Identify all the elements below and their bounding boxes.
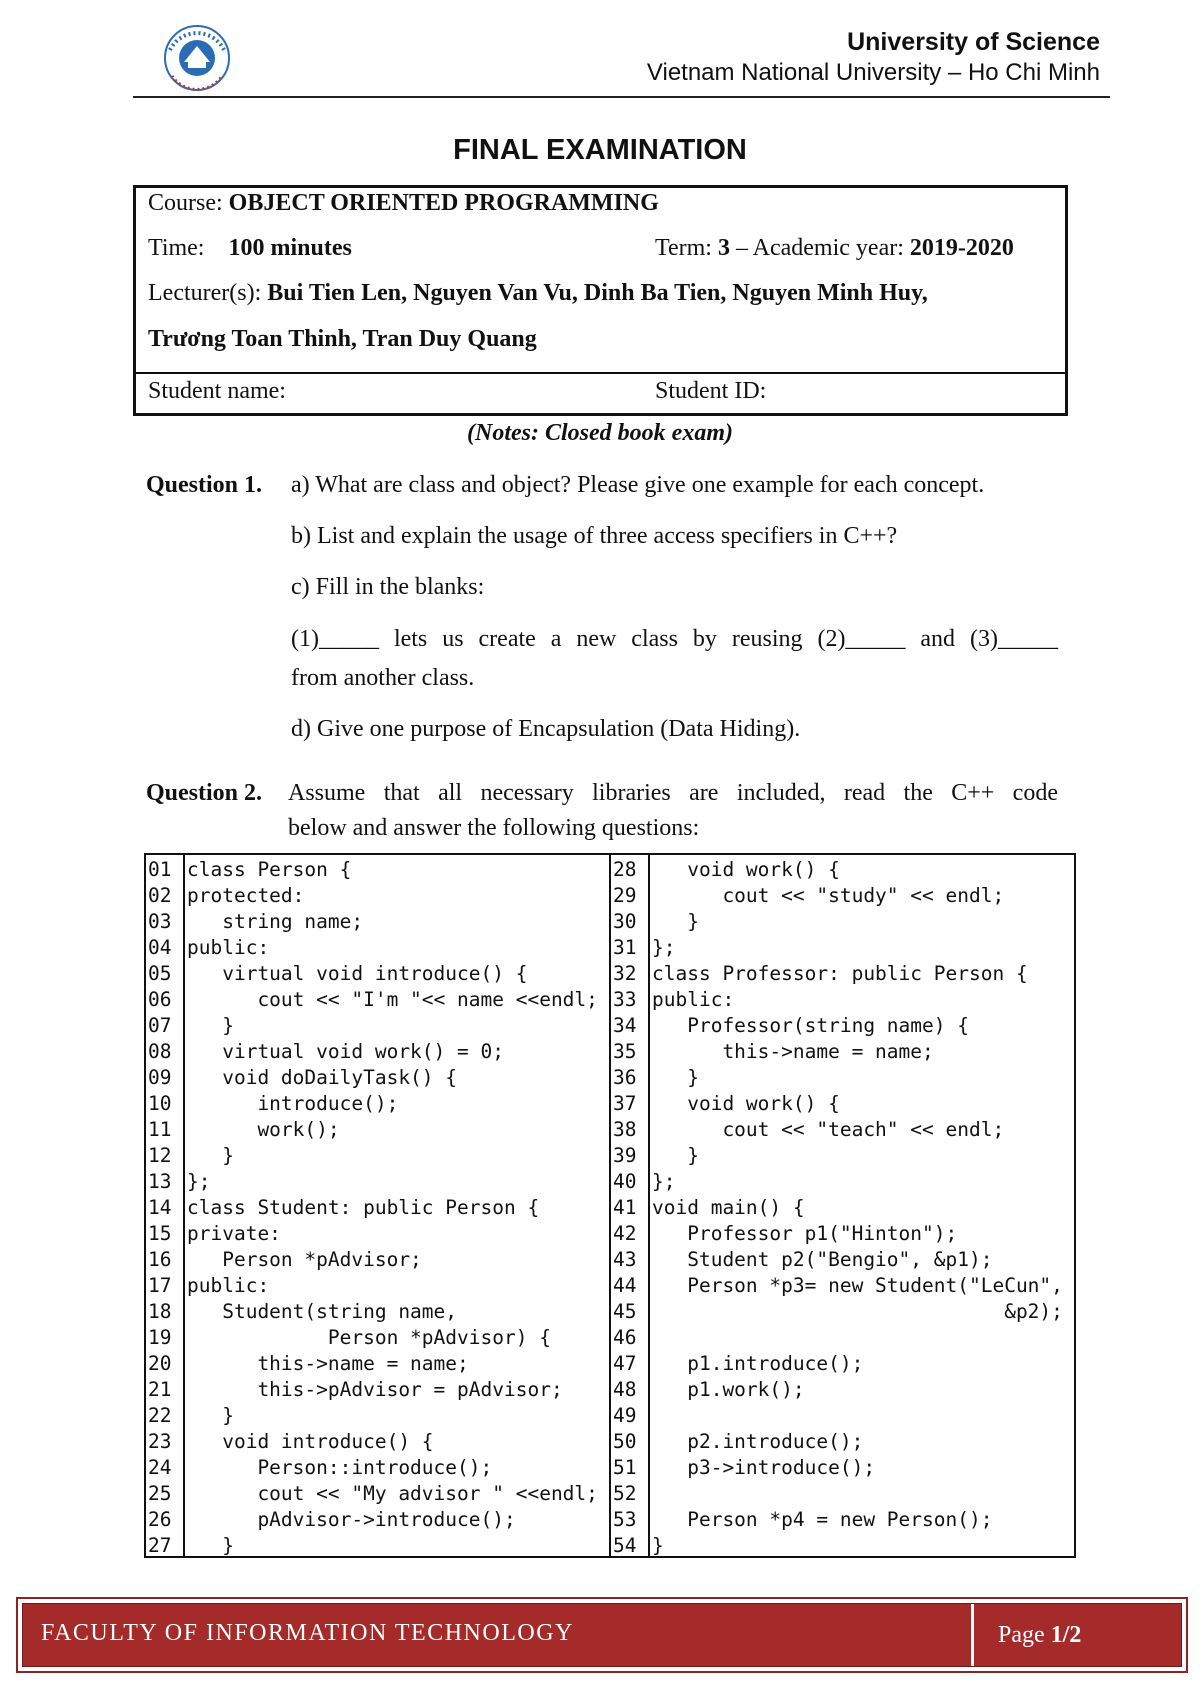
code-line-text: protected:: [187, 884, 305, 907]
code-line-text: Person *pAdvisor) {: [187, 1326, 551, 1349]
code-line-text: work();: [187, 1118, 340, 1141]
code-line-text: }: [187, 1404, 234, 1427]
code-line-text: &p2);: [652, 1300, 1063, 1323]
code-line-text: public:: [652, 988, 735, 1011]
question-1c-blanks: (1)_____ lets us create a new class by reusing (2)_____ and (3)_____: [291, 626, 1058, 652]
code-line-number: 52: [613, 1482, 637, 1505]
code-line-text: Person *p4 = new Person();: [652, 1508, 993, 1531]
code-line-number: 24: [148, 1456, 172, 1479]
code-line-number: 38: [613, 1118, 637, 1141]
course-name: OBJECT ORIENTED PROGRAMMING: [228, 190, 659, 216]
code-line-text: Person *pAdvisor;: [187, 1248, 422, 1271]
code-line-number: 17: [148, 1274, 172, 1297]
code-line-number: 33: [613, 988, 637, 1011]
code-line-text: virtual void introduce() {: [187, 962, 528, 985]
info-divider: [136, 372, 1065, 374]
code-line-number: 08: [148, 1040, 172, 1063]
code-listing: [144, 853, 1076, 1558]
term-label: Term:: [655, 235, 712, 261]
code-line-number: 14: [148, 1196, 172, 1219]
page-number: [998, 1622, 1081, 1649]
code-line-text: };: [652, 1170, 676, 1193]
code-line-number: 22: [148, 1404, 172, 1427]
code-line-number: 23: [148, 1430, 172, 1453]
code-line-number: 20: [148, 1352, 172, 1375]
code-line-number: 11: [148, 1118, 172, 1141]
code-line-number: 10: [148, 1092, 172, 1115]
code-line-number: 16: [148, 1248, 172, 1271]
code-line-text: this->name = name;: [652, 1040, 934, 1063]
code-line-text: }: [187, 1144, 234, 1167]
page-footer: [16, 1597, 1188, 1673]
code-line-number: 47: [613, 1352, 637, 1375]
code-line-text: introduce();: [187, 1092, 399, 1115]
code-line-text: }: [652, 1534, 664, 1557]
code-line-text: void doDailyTask() {: [187, 1066, 458, 1089]
question-1c-blanks-cont: from another class.: [291, 665, 475, 691]
code-line-number: 12: [148, 1144, 172, 1167]
code-line-number: 43: [613, 1248, 637, 1271]
question-1d: d) Give one purpose of Encapsulation (Data Hiding).: [291, 716, 801, 742]
code-line-number: 42: [613, 1222, 637, 1245]
time-label: Time:: [148, 235, 205, 261]
code-line-number: 31: [613, 936, 637, 959]
lecturers-row-2: [148, 326, 537, 353]
code-line-number: 48: [613, 1378, 637, 1401]
code-column-left: [146, 855, 611, 1556]
code-line-text: pAdvisor->introduce();: [187, 1508, 516, 1531]
code-line-text: cout << "teach" << endl;: [652, 1118, 1005, 1141]
exam-info-box: [133, 185, 1068, 416]
code-line-text: p3->introduce();: [652, 1456, 876, 1479]
question-2-text-line2: below and answer the following questions:: [288, 815, 700, 841]
code-line-text: class Student: public Person {: [187, 1196, 540, 1219]
university-name: University of Science: [847, 28, 1100, 56]
year-value: 2019-2020: [909, 235, 1014, 261]
code-column-right: [611, 855, 1074, 1556]
lecturers-line1: Bui Tien Len, Nguyen Van Vu, Dinh Ba Tien, Nguyen Minh Huy,: [267, 280, 928, 306]
code-line-number: 50: [613, 1430, 637, 1453]
code-line-text: void work() {: [652, 1092, 840, 1115]
code-line-text: };: [652, 936, 676, 959]
code-line-text: private:: [187, 1222, 281, 1245]
question-2-label: Question 2.: [146, 780, 263, 806]
page-value: 1/2: [1050, 1622, 1082, 1648]
header-divider: [133, 96, 1110, 98]
code-line-text: void work() {: [652, 858, 840, 881]
lecturers-line2: Trương Toan Thinh, Tran Duy Quang: [148, 326, 537, 352]
code-line-number: 18: [148, 1300, 172, 1323]
code-line-text: cout << "My advisor " <<endl;: [187, 1482, 598, 1505]
code-line-text: public:: [187, 936, 270, 959]
code-line-text: }: [652, 1144, 699, 1167]
code-line-number: 39: [613, 1144, 637, 1167]
code-line-number: 01: [148, 858, 172, 881]
term-value: 3: [717, 235, 730, 261]
page-label: Page: [998, 1622, 1045, 1648]
code-line-number: 27: [148, 1534, 172, 1557]
code-line-text: this->pAdvisor = pAdvisor;: [187, 1378, 563, 1401]
code-line-text: class Person {: [187, 858, 352, 881]
university-subtitle: Vietnam National University – Ho Chi Minh: [646, 59, 1100, 86]
code-line-number: 04: [148, 936, 172, 959]
code-line-number: 30: [613, 910, 637, 933]
code-line-text: Person::introduce();: [187, 1456, 493, 1479]
code-line-number: 45: [613, 1300, 637, 1323]
code-line-text: Student p2("Bengio", &p1);: [652, 1248, 993, 1271]
code-line-number: 28: [613, 858, 637, 881]
code-line-number: 26: [148, 1508, 172, 1531]
code-line-text: p1.work();: [652, 1378, 805, 1401]
code-line-text: Person *p3= new Student("LeCun",: [652, 1274, 1063, 1297]
footer-bar: [22, 1603, 1182, 1667]
code-line-text: }: [652, 910, 699, 933]
code-line-number: 07: [148, 1014, 172, 1037]
code-line-number: 03: [148, 910, 172, 933]
faculty-name: FACULTY OF INFORMATION TECHNOLOGY: [41, 1620, 574, 1646]
code-line-number: 40: [613, 1170, 637, 1193]
code-line-text: this->name = name;: [187, 1352, 469, 1375]
code-line-text: Student(string name,: [187, 1300, 458, 1323]
code-line-number: 25: [148, 1482, 172, 1505]
code-line-number: 35: [613, 1040, 637, 1063]
course-row: [148, 190, 659, 217]
code-line-text: }: [187, 1534, 234, 1557]
question-1-label: Question 1.: [146, 472, 263, 498]
code-line-number: 36: [613, 1066, 637, 1089]
code-line-number: 51: [613, 1456, 637, 1479]
code-line-number: 15: [148, 1222, 172, 1245]
code-line-number: 34: [613, 1014, 637, 1037]
university-logo: [150, 20, 244, 96]
year-label: – Academic year:: [735, 235, 904, 261]
code-line-number: 13: [148, 1170, 172, 1193]
code-line-text: cout << "I'm "<< name <<endl;: [187, 988, 598, 1011]
code-line-number: 49: [613, 1404, 637, 1427]
footer-divider: [971, 1604, 974, 1666]
code-line-number: 29: [613, 884, 637, 907]
code-line-text: public:: [187, 1274, 270, 1297]
code-line-number: 06: [148, 988, 172, 1011]
course-label: Course:: [148, 190, 223, 216]
question-1b: b) List and explain the usage of three access specifiers in C++?: [291, 523, 898, 549]
code-line-text: Professor p1("Hinton");: [652, 1222, 958, 1245]
code-line-number: 09: [148, 1066, 172, 1089]
question-1c: c) Fill in the blanks:: [291, 574, 485, 600]
lecturers-row: [148, 280, 1053, 307]
code-line-number: 02: [148, 884, 172, 907]
question-2-text-line1: Assume that all necessary libraries are included, read the C++ code: [288, 780, 1058, 806]
code-line-text: void introduce() {: [187, 1430, 434, 1453]
code-line-number: 05: [148, 962, 172, 985]
lecturers-label: Lecturer(s):: [148, 280, 262, 306]
code-line-number: 21: [148, 1378, 172, 1401]
code-line-text: Professor(string name) {: [652, 1014, 969, 1037]
code-line-text: void main() {: [652, 1196, 805, 1219]
question-1a: a) What are class and object? Please give one example for each concept.: [291, 472, 985, 498]
code-line-text: p1.introduce();: [652, 1352, 864, 1375]
code-line-number: 44: [613, 1274, 637, 1297]
time-value: 100 minutes: [228, 235, 352, 261]
student-id-label: Student ID:: [655, 378, 767, 404]
university-header: [647, 28, 1100, 87]
code-line-text: }: [187, 1014, 234, 1037]
code-line-number: 41: [613, 1196, 637, 1219]
code-line-text: }: [652, 1066, 699, 1089]
exam-notes: (Notes: Closed book exam): [467, 420, 733, 446]
code-line-text: p2.introduce();: [652, 1430, 864, 1453]
code-line-text: cout << "study" << endl;: [652, 884, 1005, 907]
code-line-number: 53: [613, 1508, 637, 1531]
code-line-number: 32: [613, 962, 637, 985]
time-row: [148, 235, 352, 262]
code-line-number: 46: [613, 1326, 637, 1349]
code-line-text: };: [187, 1170, 211, 1193]
student-name-label: Student name:: [148, 378, 286, 404]
code-line-text: virtual void work() = 0;: [187, 1040, 504, 1063]
code-line-number: 37: [613, 1092, 637, 1115]
exam-title: FINAL EXAMINATION: [453, 134, 747, 166]
code-line-text: class Professor: public Person {: [652, 962, 1028, 985]
code-line-number: 54: [613, 1534, 637, 1557]
code-line-text: string name;: [187, 910, 364, 933]
code-line-number: 19: [148, 1326, 172, 1349]
term-row: [655, 235, 1014, 262]
